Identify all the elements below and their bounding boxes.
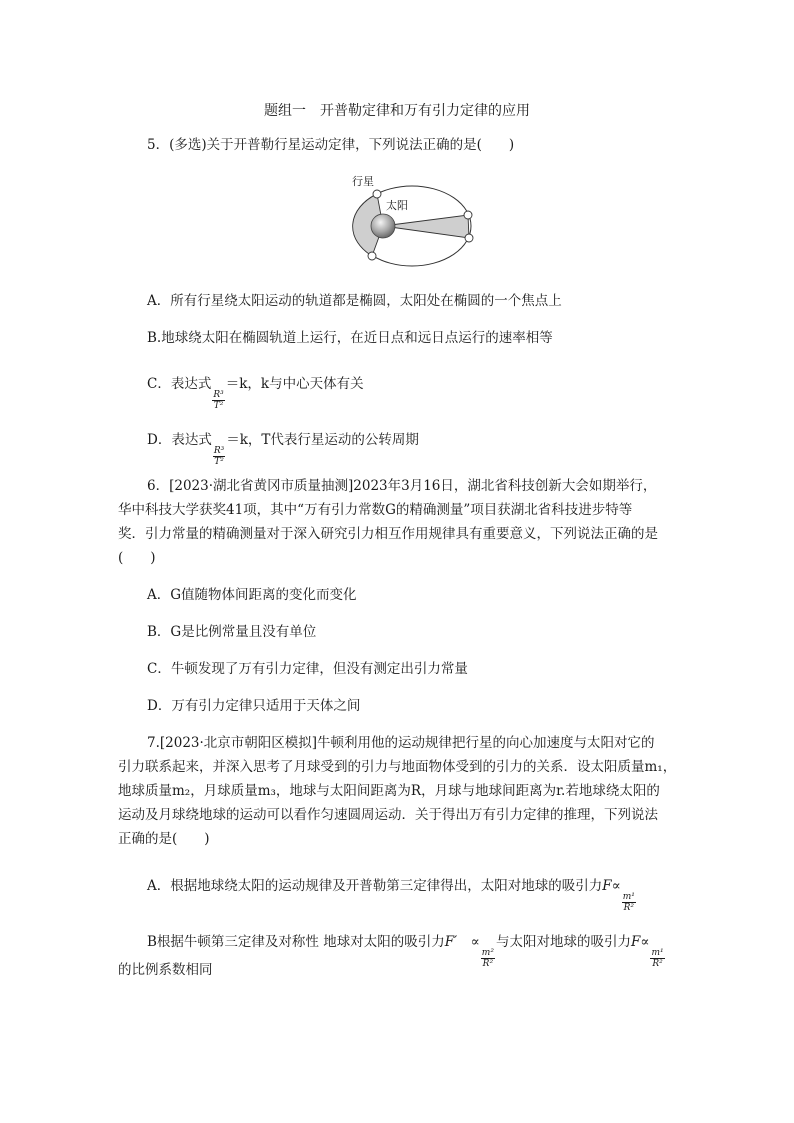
q7-stem-line-2: 引力联系起来，并深入思考了月球受到的引力与地面物体受到的引力的关系．设太阳质量m₁， [118, 759, 677, 775]
q6-stem-line-2: 华中科技大学获奖41项，其中“万有引力常数G的精确测量”项目获湖北省科技进步特等 [118, 502, 633, 518]
q6-stem-line-1: 6．[2023·湖北省黄冈市质量抽测]2023年3月16日，湖北省科技创新大会如期举行， [147, 478, 657, 494]
q7-stem-line-4: 运动及月球绕地球的运动可以看作匀速圆周运动．关于得出万有引力定律的推理，下列说法 [118, 807, 658, 823]
q6-option-a: A．G值随物体间距离的变化而变化 [147, 587, 357, 603]
q6-stem-line-3: 奖．引力常量的精确测量对于深入研究引力相互作用规律具有重要意义，下列说法正确的是 [118, 526, 658, 542]
q7-stem-line-3: 地球质量m₂，月球质量m₃，地球与太阳间距离为R，月球与地球间距离为r.若地球绕太阳的 [118, 783, 660, 799]
sun [371, 214, 395, 238]
planet-dot [465, 234, 473, 242]
q5-option-b: B.地球绕太阳在椭圆轨道上运行，在近日点和远日点运行的速率相等 [147, 330, 553, 346]
q6-option-c: C．牛顿发现了万有引力定律，但没有测定出引力常量 [147, 661, 468, 677]
planet-dot [368, 252, 376, 260]
q5-option-c: C．表达式 $\frac{\text{R³}}{\text{T²}}$ ＝k，k与中心天体有关 [147, 376, 364, 411]
planet-label: 行星 [352, 175, 374, 188]
q5-option-a: A．所有行星绕太阳运动的轨道都是椭圆，太阳处在椭圆的一个焦点上 [147, 293, 562, 309]
q5-option-d: D．表达式 $\frac{\text{R³}}{\text{T²}}$ ＝k，T代表行星运动的公转周期 [147, 432, 419, 467]
q7-option-b: B根据牛顿第三定律及对称性 地球对太阳的吸引力F′ ∝ $\frac{\text{m²}}{\text{R²}}$ 与太阳对地球的吸引力F∝ $\frac{\text{m¹}}{\text{R²}}$ [147, 934, 664, 969]
q6-option-b: B．G是比例常量且没有单位 [147, 624, 317, 640]
q6-option-d: D．万有引力定律只适用于天体之间 [147, 698, 361, 714]
planet-dot [373, 190, 381, 198]
q5-stem: 5．(多选)关于开普勒行星运动定律，下列说法正确的是( ) [147, 137, 515, 153]
kepler-orbit-diagram [340, 168, 485, 273]
q6-stem-line-4: ( ) [118, 550, 156, 566]
q7-stem-line-5: 正确的是( ) [118, 831, 210, 847]
q7-stem-line-1: 7.[2023·北京市朝阳区模拟]牛顿利用他的运动规律把行星的向心加速度与太阳对它的 [147, 735, 655, 751]
planet-dot [464, 211, 472, 219]
section-title: 题组一 开普勒定律和万有引力定律的应用 [264, 103, 530, 119]
sun-label: 太阳 [386, 199, 408, 212]
swept-area-right [383, 215, 469, 238]
q7-option-a: A．根据地球绕太阳的运动规律及开普勒第三定律得出，太阳对地球的吸引力F∝ $\frac{\text{m¹}}{\text{R²}}$ [147, 878, 635, 913]
q7-option-b-line-2: 的比例系数相同 [118, 962, 213, 978]
